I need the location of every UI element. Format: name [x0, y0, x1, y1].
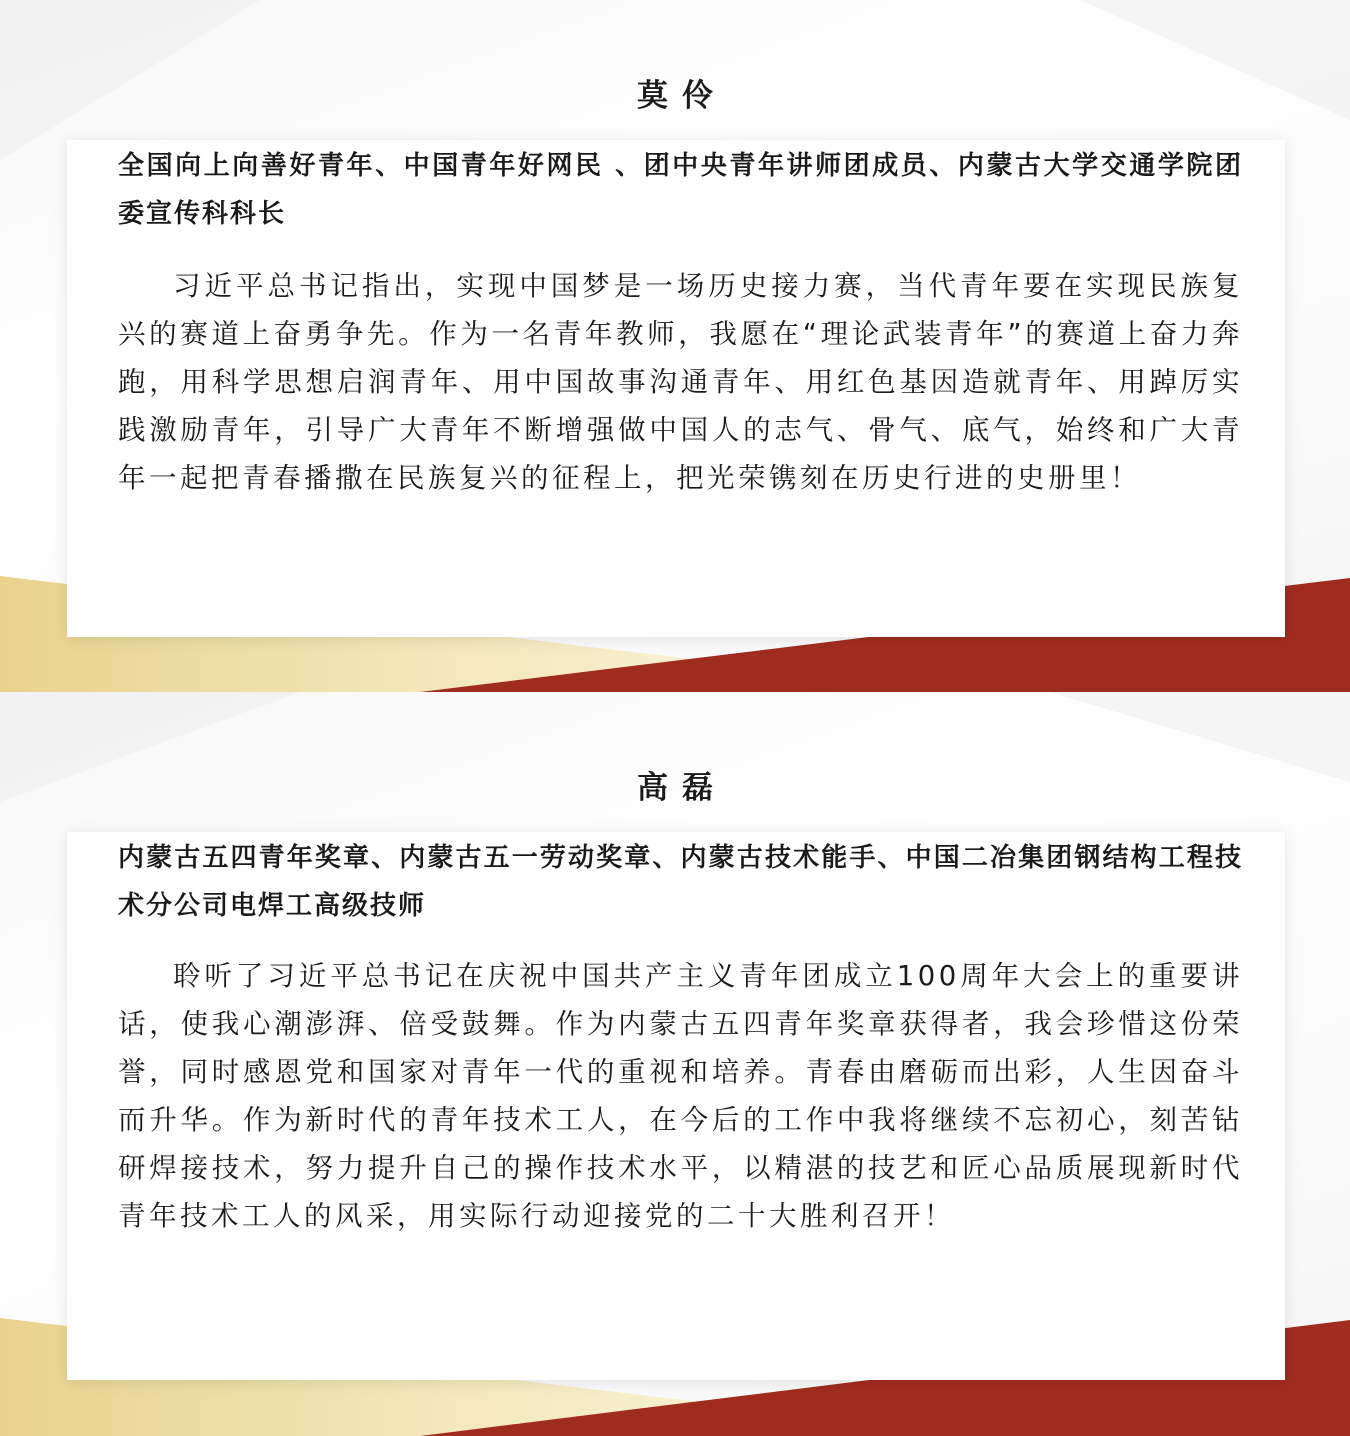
profile-card: [67, 832, 1285, 1380]
profile-section-gaolei: [0, 692, 1350, 1436]
profile-section-molin: [0, 0, 1350, 692]
honor-titles: 内蒙古五四青年奖章、内蒙古五一劳动奖章、内蒙古技术能手、中国二冶集团钢结构工程技术分公司电焊工高级技师: [118, 843, 1243, 921]
person-name: 高磊: [637, 770, 727, 806]
statement-text: 习近平总书记指出，实现中国梦是一场历史接力赛，当代青年要在实现民族复兴的赛道上奋勇争先。作为一名青年教师，我愿在“理论武装青年”的赛道上奋力奔跑，用科学思想启润青年、用中国故事沟通青年、用红色基因造就青年、用踔厉实践激励青年，引导广大青年不断增强做中国人的志气、骨气、底气，始终和广大青年一起把青春播撒在民族复兴的征程上，把光荣镌刻在历史行进的史册里！: [118, 270, 1243, 494]
statement-text: 聆听了习近平总书记在庆祝中国共产主义青年团成立100周年大会上的重要讲话，使我心潮澎湃、倍受鼓舞。作为内蒙古五四青年奖章获得者，我会珍惜这份荣誉，同时感恩党和国家对青年一代的重视和培养。青春由磨砺而出彩，人生因奋斗而升华。作为新时代的青年技术工人，在今后的工作中我将继续不忘初心，刻苦钻研焊接技术，努力提升自己的操作技术水平，以精湛的技艺和匠心品质展现新时代青年技术工人的风采，用实际行动迎接党的二十大胜利召开！: [118, 960, 1243, 1232]
honor-titles: 全国向上向善好青年、中国青年好网民 、团中央青年讲师团成员、内蒙古大学交通学院团委宣传科科长: [118, 151, 1243, 229]
person-name: 莫伶: [637, 78, 727, 114]
profile-card: [67, 140, 1285, 637]
